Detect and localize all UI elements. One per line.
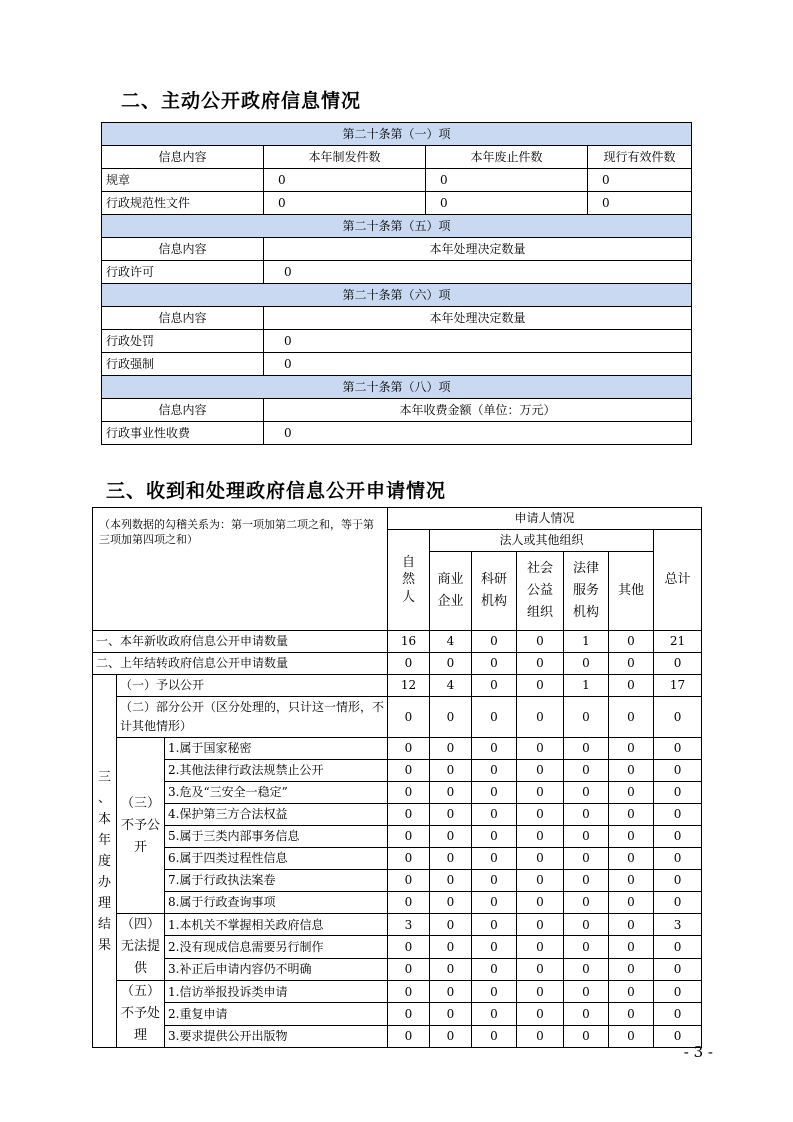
subgroup-label: （三）不予公开 (117, 738, 165, 914)
cell-value: 0 (472, 848, 517, 870)
row-label: 3.危及“三安全一稳定” (165, 782, 388, 804)
cell-value: 0 (388, 804, 430, 826)
cell-value: 0 (388, 936, 430, 958)
table-row (102, 422, 692, 445)
section-header: 第二十条第（八）项 (102, 376, 692, 399)
table-row (102, 169, 692, 192)
column-header: 社会公益组织 (517, 552, 564, 631)
cell-value: 0 (517, 1025, 564, 1047)
row-label: （二）部分公开（区分处理的，只计这一情形，不计其他情形） (117, 697, 388, 738)
cell-value: 0 (609, 675, 654, 697)
table-row (93, 870, 702, 892)
cell-value: 0 (609, 826, 654, 848)
section-header: 第二十条第（五）项 (102, 215, 692, 238)
group-label-char: 果 (97, 937, 111, 953)
table-row (102, 353, 692, 376)
proactive-disclosure-table (101, 122, 692, 445)
column-header: 本年处理决定数量 (264, 238, 692, 261)
cell-value: 0 (609, 981, 654, 1003)
cell-value: 0 (517, 653, 564, 675)
cell-value: 0 (264, 330, 692, 353)
applicant-header: 申请人情况 (388, 508, 702, 530)
cell-value: 0 (472, 1003, 517, 1025)
table-row (102, 192, 692, 215)
cell-value: 0 (388, 760, 430, 782)
cell-value: 0 (264, 261, 692, 284)
table-row (93, 804, 702, 826)
cell-value: 0 (426, 169, 588, 192)
cell-value: 0 (472, 826, 517, 848)
cell-value: 0 (517, 760, 564, 782)
table-row (102, 261, 692, 284)
cell-value: 0 (609, 738, 654, 760)
cell-value: 0 (472, 675, 517, 697)
cell-value: 0 (430, 653, 472, 675)
column-header: 现行有效件数 (588, 146, 692, 169)
cell-value: 0 (388, 848, 430, 870)
cell-value: 0 (609, 760, 654, 782)
row-label: 2.重复申请 (165, 1003, 388, 1025)
cell-value: 0 (588, 192, 692, 215)
section-header-row (102, 215, 692, 238)
cell-value: 0 (654, 1003, 702, 1025)
cell-value: 0 (517, 631, 564, 653)
cell-value: 3 (654, 914, 702, 936)
column-header: 信息内容 (102, 307, 264, 330)
cell-value: 0 (654, 958, 702, 980)
table-row (93, 1003, 702, 1025)
cell-value: 0 (472, 1025, 517, 1047)
cell-value: 0 (609, 653, 654, 675)
row-label: 行政处罚 (102, 330, 264, 353)
cell-value: 0 (472, 760, 517, 782)
cell-value: 0 (472, 936, 517, 958)
section3-title: 三、收到和处理政府信息公开申请情况 (106, 480, 447, 502)
legal-entity-header: 法人或其他组织 (430, 530, 654, 552)
cell-value: 0 (609, 914, 654, 936)
cell-value: 0 (654, 892, 702, 914)
group-label-char: 三 (97, 769, 111, 785)
column-header: 本年制发件数 (264, 146, 426, 169)
row-label: 1.信访举报投诉类申请 (165, 981, 388, 1003)
table-row (93, 981, 702, 1003)
cell-value: 0 (609, 631, 654, 653)
cell-value: 0 (430, 760, 472, 782)
cell-value: 0 (388, 870, 430, 892)
cell-value: 0 (264, 353, 692, 376)
cell-value: 0 (388, 892, 430, 914)
column-header: 本年废止件数 (426, 146, 588, 169)
section-header: 第二十条第（六）项 (102, 284, 692, 307)
cell-value: 1 (564, 631, 609, 653)
application-handling-table (92, 507, 702, 1048)
group-label-char: 办 (97, 874, 111, 890)
group-label-char: 结 (97, 916, 111, 932)
cell-value: 0 (564, 981, 609, 1003)
table-row (93, 697, 702, 738)
table-row (93, 826, 702, 848)
cell-value: 21 (654, 631, 702, 653)
row-label: 6.属于四类过程性信息 (165, 848, 388, 870)
row-label: 行政许可 (102, 261, 264, 284)
cell-value: 0 (654, 981, 702, 1003)
cell-value: 0 (430, 782, 472, 804)
table-row (93, 848, 702, 870)
cell-value: 0 (564, 892, 609, 914)
cell-value: 0 (472, 870, 517, 892)
cell-value: 0 (430, 1003, 472, 1025)
cell-value: 3 (388, 914, 430, 936)
table-row (93, 653, 702, 675)
subgroup-label: （五）不予处理 (117, 981, 165, 1048)
cell-value: 0 (517, 804, 564, 826)
row-label: 4.保护第三方合法权益 (165, 804, 388, 826)
cell-value: 17 (654, 675, 702, 697)
cell-value: 0 (388, 958, 430, 980)
column-header-row (102, 146, 692, 169)
cell-value: 0 (430, 914, 472, 936)
cell-value: 4 (430, 631, 472, 653)
cell-value: 0 (517, 697, 564, 738)
section-header: 第二十条第（一）项 (102, 123, 692, 146)
cell-value: 0 (264, 422, 692, 445)
table-row (93, 760, 702, 782)
row-label: 2.其他法律行政法规禁止公开 (165, 760, 388, 782)
row-label: 一、本年新收政府信息公开申请数量 (93, 631, 388, 653)
column-header: 信息内容 (102, 399, 264, 422)
row-label: 5.属于三类内部事务信息 (165, 826, 388, 848)
cell-value: 0 (654, 738, 702, 760)
cell-value: 0 (430, 892, 472, 914)
cell-value: 0 (388, 1025, 430, 1047)
column-header-row (102, 307, 692, 330)
cell-value: 0 (564, 1003, 609, 1025)
cell-value: 0 (564, 1025, 609, 1047)
row-label: （一）予以公开 (117, 675, 388, 697)
section-header-row (102, 284, 692, 307)
cell-value: 0 (564, 958, 609, 980)
cell-value: 0 (517, 782, 564, 804)
cell-value: 0 (264, 169, 426, 192)
cell-value: 0 (654, 804, 702, 826)
cell-value: 0 (654, 653, 702, 675)
cell-value: 0 (472, 914, 517, 936)
section-header-row (102, 376, 692, 399)
row-label: 二、上年结转政府信息公开申请数量 (93, 653, 388, 675)
row-label: 1.属于国家秘密 (165, 738, 388, 760)
cell-value: 0 (564, 936, 609, 958)
column-header: 其他 (609, 552, 654, 631)
group-label-char: 、 (97, 790, 111, 806)
cell-value: 0 (517, 914, 564, 936)
cell-value: 0 (426, 192, 588, 215)
cell-value: 0 (517, 1003, 564, 1025)
row-label: 2.没有现成信息需要另行制作 (165, 936, 388, 958)
cell-value: 0 (430, 848, 472, 870)
section2-title: 二、主动公开政府信息情况 (121, 90, 362, 112)
column-header: 商业企业 (430, 552, 472, 631)
cell-value: 0 (472, 958, 517, 980)
column-header: 本年处理决定数量 (264, 307, 692, 330)
column-header: 自然人 (388, 530, 430, 631)
cell-value: 0 (654, 826, 702, 848)
cell-value: 0 (609, 804, 654, 826)
cell-value: 0 (430, 870, 472, 892)
cell-value: 0 (472, 697, 517, 738)
cell-value: 0 (654, 1025, 702, 1047)
cell-value: 0 (609, 1025, 654, 1047)
group-label (93, 675, 117, 1048)
cell-value: 0 (654, 760, 702, 782)
table-row (93, 675, 702, 697)
cell-value: 0 (654, 870, 702, 892)
group-label-char: 度 (97, 853, 111, 869)
column-header-row (102, 238, 692, 261)
cell-value: 0 (388, 653, 430, 675)
cell-value: 0 (472, 804, 517, 826)
cell-value: 0 (564, 914, 609, 936)
cell-value: 0 (564, 653, 609, 675)
cell-value: 0 (430, 804, 472, 826)
cell-value: 0 (517, 958, 564, 980)
group-label-char: 本 (97, 811, 111, 827)
group-label-char: 年 (97, 832, 111, 848)
cell-value: 0 (430, 826, 472, 848)
cell-value: 0 (588, 169, 692, 192)
cell-value: 0 (609, 848, 654, 870)
cell-value: 0 (517, 848, 564, 870)
table-row (93, 958, 702, 980)
table-row (93, 738, 702, 760)
table-note: （本列数据的勾稽关系为：第一项加第二项之和，等于第三项加第四项之和） (93, 508, 388, 631)
cell-value: 0 (609, 936, 654, 958)
cell-value: 0 (430, 697, 472, 738)
row-label: 8.属于行政查询事项 (165, 892, 388, 914)
cell-value: 0 (388, 697, 430, 738)
row-label: 规章 (102, 169, 264, 192)
column-header: 法律服务机构 (564, 552, 609, 631)
table-row (93, 892, 702, 914)
cell-value: 0 (564, 804, 609, 826)
section-header-row (102, 123, 692, 146)
table-row (93, 936, 702, 958)
cell-value: 0 (472, 738, 517, 760)
cell-value: 0 (517, 981, 564, 1003)
row-label: 7.属于行政执法案卷 (165, 870, 388, 892)
column-header: 信息内容 (102, 146, 264, 169)
cell-value: 0 (564, 848, 609, 870)
cell-value: 0 (609, 782, 654, 804)
cell-value: 0 (430, 958, 472, 980)
row-label: 3.补正后申请内容仍不明确 (165, 958, 388, 980)
column-header: 信息内容 (102, 238, 264, 261)
cell-value: 0 (654, 782, 702, 804)
cell-value: 0 (564, 826, 609, 848)
cell-value: 0 (472, 892, 517, 914)
cell-value: 0 (388, 738, 430, 760)
cell-value: 0 (654, 848, 702, 870)
column-header: 本年收费金额（单位：万元） (264, 399, 692, 422)
cell-value: 0 (564, 760, 609, 782)
cell-value: 0 (609, 892, 654, 914)
cell-value: 0 (388, 826, 430, 848)
cell-value: 0 (609, 958, 654, 980)
cell-value: 0 (654, 697, 702, 738)
table-row (102, 330, 692, 353)
cell-value: 0 (472, 782, 517, 804)
cell-value: 0 (517, 738, 564, 760)
cell-value: 0 (517, 936, 564, 958)
cell-value: 0 (388, 782, 430, 804)
subgroup-label: （四）无法提供 (117, 914, 165, 981)
cell-value: 0 (472, 631, 517, 653)
cell-value: 0 (430, 1025, 472, 1047)
row-label: 3.要求提供公开出版物 (165, 1025, 388, 1047)
cell-value: 0 (517, 892, 564, 914)
cell-value: 16 (388, 631, 430, 653)
group-label-char: 理 (97, 895, 111, 911)
cell-value: 4 (430, 675, 472, 697)
cell-value: 0 (388, 1003, 430, 1025)
header-row (93, 508, 702, 530)
cell-value: 0 (264, 192, 426, 215)
table-row (93, 914, 702, 936)
cell-value: 12 (388, 675, 430, 697)
cell-value: 0 (564, 782, 609, 804)
table-row (93, 631, 702, 653)
table-row (93, 1025, 702, 1047)
cell-value: 0 (609, 870, 654, 892)
cell-value: 0 (388, 981, 430, 1003)
row-label: 行政规范性文件 (102, 192, 264, 215)
cell-value: 0 (430, 738, 472, 760)
cell-value: 1 (564, 675, 609, 697)
row-label: 行政事业性收费 (102, 422, 264, 445)
row-label: 行政强制 (102, 353, 264, 376)
column-header-row (102, 399, 692, 422)
page-number: - 3 - (683, 1043, 713, 1061)
cell-value: 0 (517, 826, 564, 848)
column-header: 总计 (654, 530, 702, 631)
column-header: 科研机构 (472, 552, 517, 631)
cell-value: 0 (564, 697, 609, 738)
cell-value: 0 (609, 1003, 654, 1025)
cell-value: 0 (472, 653, 517, 675)
cell-value: 0 (609, 697, 654, 738)
row-label: 1.本机关不掌握相关政府信息 (165, 914, 388, 936)
cell-value: 0 (430, 936, 472, 958)
cell-value: 0 (564, 870, 609, 892)
cell-value: 0 (654, 936, 702, 958)
cell-value: 0 (472, 981, 517, 1003)
table-row (93, 782, 702, 804)
cell-value: 0 (430, 981, 472, 1003)
cell-value: 0 (564, 738, 609, 760)
cell-value: 0 (517, 870, 564, 892)
cell-value: 0 (517, 675, 564, 697)
